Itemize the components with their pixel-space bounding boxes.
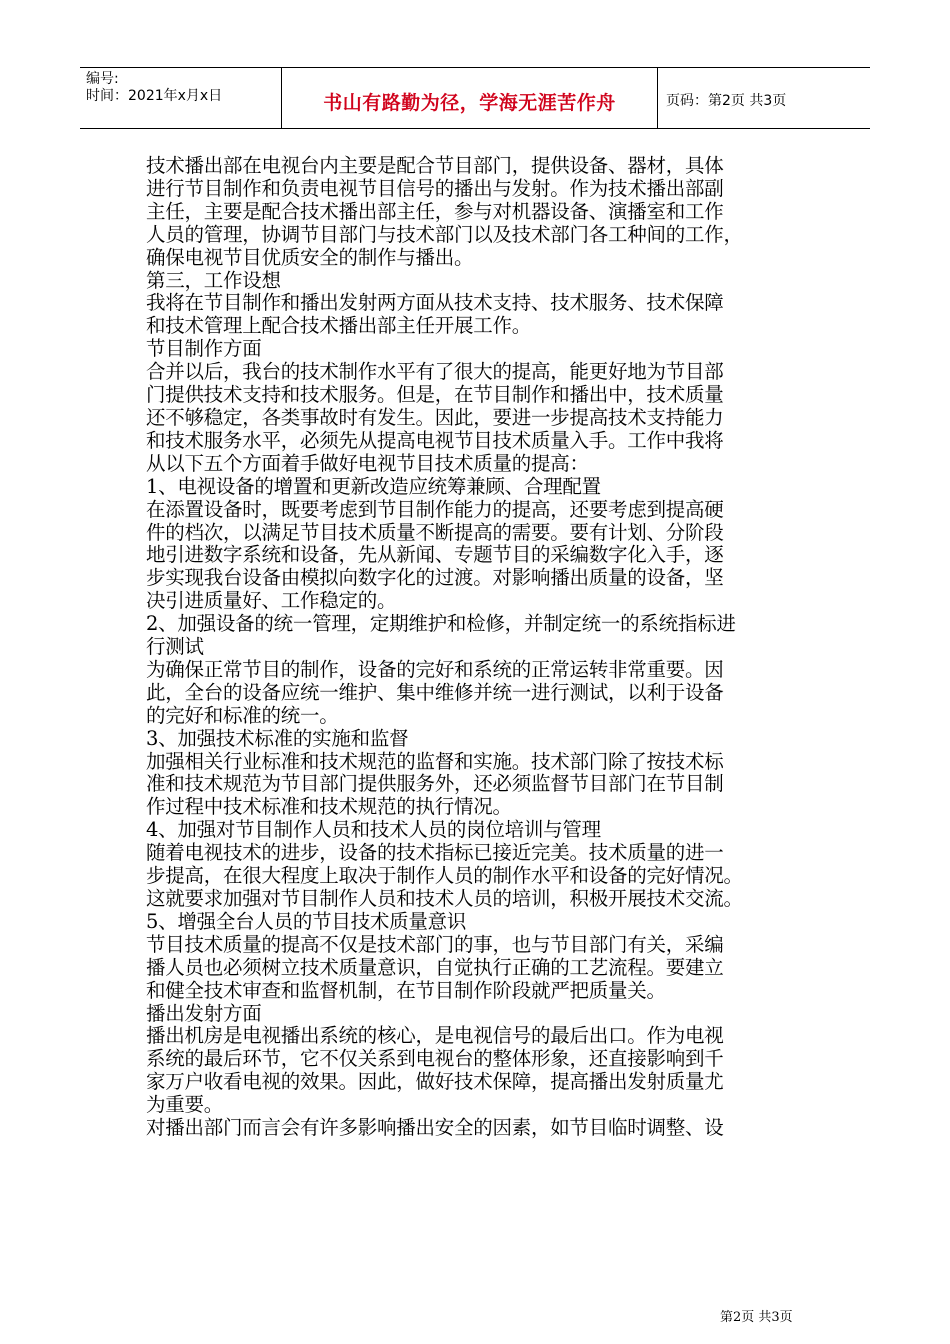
body-line: 这就要求加强对节目制作人员和技术人员的培训，积极开展技术交流。 bbox=[146, 887, 743, 910]
body-line: 3、加强技术标准的实施和监督 bbox=[146, 726, 409, 750]
body-line: 确保电视节目优质安全的制作与播出。 bbox=[146, 245, 474, 269]
body-line: 准和技术规范为节目部门提供服务外，还必须监督节目部门在节目制 bbox=[146, 772, 724, 796]
body-line: 播出机房是电视播出系统的核心，是电视信号的最后出口。作为电视 bbox=[146, 1024, 724, 1048]
body-line: 的完好和标准的统一。 bbox=[146, 703, 339, 727]
footer-page-number: 第2页 共3页 bbox=[720, 1310, 793, 1325]
body-line: 加强相关行业标准和技术规范的监督和实施。技术部门除了按技术标 bbox=[146, 749, 724, 773]
body-line: 为重要。 bbox=[146, 1093, 224, 1117]
body-line: 地引进数字系统和设备，先从新闻、专题节目的采编数字化入手，逐 bbox=[146, 543, 724, 567]
body-line: 和技术服务水平，必须先从提高电视节目技术质量入手。工作中我将 bbox=[146, 428, 724, 452]
header-meta-cell bbox=[80, 68, 282, 128]
body-line: 主任，主要是配合技术播出部主任，参与对机器设备、演播室和工作 bbox=[146, 199, 724, 223]
body-line: 节目技术质量的提高不仅是技术部门的事，也与节目部门有关，采编 bbox=[146, 932, 724, 956]
body-line: 4、加强对节目制作人员和技术人员的岗位培训与管理 bbox=[146, 818, 601, 842]
body-line: 第三，工作设想 bbox=[146, 268, 281, 292]
header-page-cell bbox=[658, 68, 870, 128]
body-line: 此，全台的设备应统一维护、集中维修并统一进行测试，以利于设备 bbox=[146, 680, 724, 704]
body-line: 从以下五个方面着手做好电视节目技术质量的提高： bbox=[146, 451, 589, 475]
body-line: 合并以后，我台的技术制作水平有了很大的提高，能更好地为节目部 bbox=[146, 360, 724, 384]
body-line: 播出发射方面 bbox=[146, 1001, 262, 1025]
motto-text: 书山有路勤为径，学海无涯苦作舟 bbox=[323, 92, 616, 114]
body-line: 5、增强全台人员的节目技术质量意识 bbox=[146, 909, 467, 933]
body-line: 1、电视设备的增置和更新改造应统筹兼顾、合理配置 bbox=[146, 474, 601, 498]
body-line: 家万户收看电视的效果。因此，做好技术保障，提高播出发射质量尤 bbox=[146, 1070, 724, 1094]
page-header bbox=[80, 67, 870, 129]
body-line: 为确保正常节目的制作，设备的完好和系统的正常运转非常重要。因 bbox=[146, 657, 724, 681]
body-line: 2、加强设备的统一管理，定期维护和检修，并制定统一的系统指标进 bbox=[146, 612, 736, 636]
body-line: 播人员也必须树立技术质量意识，自觉执行正确的工艺流程。要建立 bbox=[146, 955, 724, 979]
body-line: 和健全技术审查和监督机制，在节目制作阶段就严把质量关。 bbox=[146, 978, 666, 1002]
date-label: 时间：2021年x月x日 bbox=[86, 88, 223, 104]
body-line: 节目制作方面 bbox=[146, 337, 262, 361]
header-page-info: 页码：第2页 共3页 bbox=[666, 93, 787, 109]
body-line: 步实现我台设备由模拟向数字化的过渡。对影响播出质量的设备，坚 bbox=[146, 566, 724, 590]
body-line: 件的档次，以满足节目技术质量不断提高的需要。要有计划、分阶段 bbox=[146, 520, 724, 544]
body-line: 门提供技术支持和技术服务。但是，在节目制作和播出中，技术质量 bbox=[146, 383, 724, 407]
body-line: 系统的最后环节，它不仅关系到电视台的整体形象，还直接影响到千 bbox=[146, 1047, 724, 1071]
header-motto-cell bbox=[282, 68, 658, 128]
body-line: 我将在节目制作和播出发射两方面从技术支持、技术服务、技术保障 bbox=[146, 291, 724, 315]
body-line: 作过程中技术标准和技术规范的执行情况。 bbox=[146, 795, 512, 819]
body-line: 对播出部门而言会有许多影响播出安全的因素，如节目临时调整、设 bbox=[146, 1116, 724, 1140]
body-line: 步提高，在很大程度上取决于制作人员的制作水平和设备的完好情况。 bbox=[146, 864, 743, 888]
body-line: 进行节目制作和负责电视节目信号的播出与发射。作为技术播出部副 bbox=[146, 176, 724, 200]
body-line: 行测试 bbox=[146, 635, 204, 659]
body-line: 人员的管理，协调节目部门与技术部门以及技术部门各工种间的工作， bbox=[146, 222, 743, 246]
body-line: 还不够稳定，各类事故时有发生。因此，要进一步提高技术支持能力 bbox=[146, 405, 724, 429]
body-line: 在添置设备时，既要考虑到节目制作能力的提高，还要考虑到提高硬 bbox=[146, 497, 724, 521]
body-line: 决引进质量好、工作稳定的。 bbox=[146, 589, 397, 613]
body-line: 技术播出部在电视台内主要是配合节目部门，提供设备、器材，具体 bbox=[146, 154, 724, 177]
body-line: 随着电视技术的进步，设备的技术指标已接近完美。技术质量的进一 bbox=[146, 841, 724, 865]
body-line: 和技术管理上配合技术播出部主任开展工作。 bbox=[146, 314, 532, 338]
document-body bbox=[146, 155, 816, 1140]
serial-label: 编号: bbox=[86, 71, 119, 87]
